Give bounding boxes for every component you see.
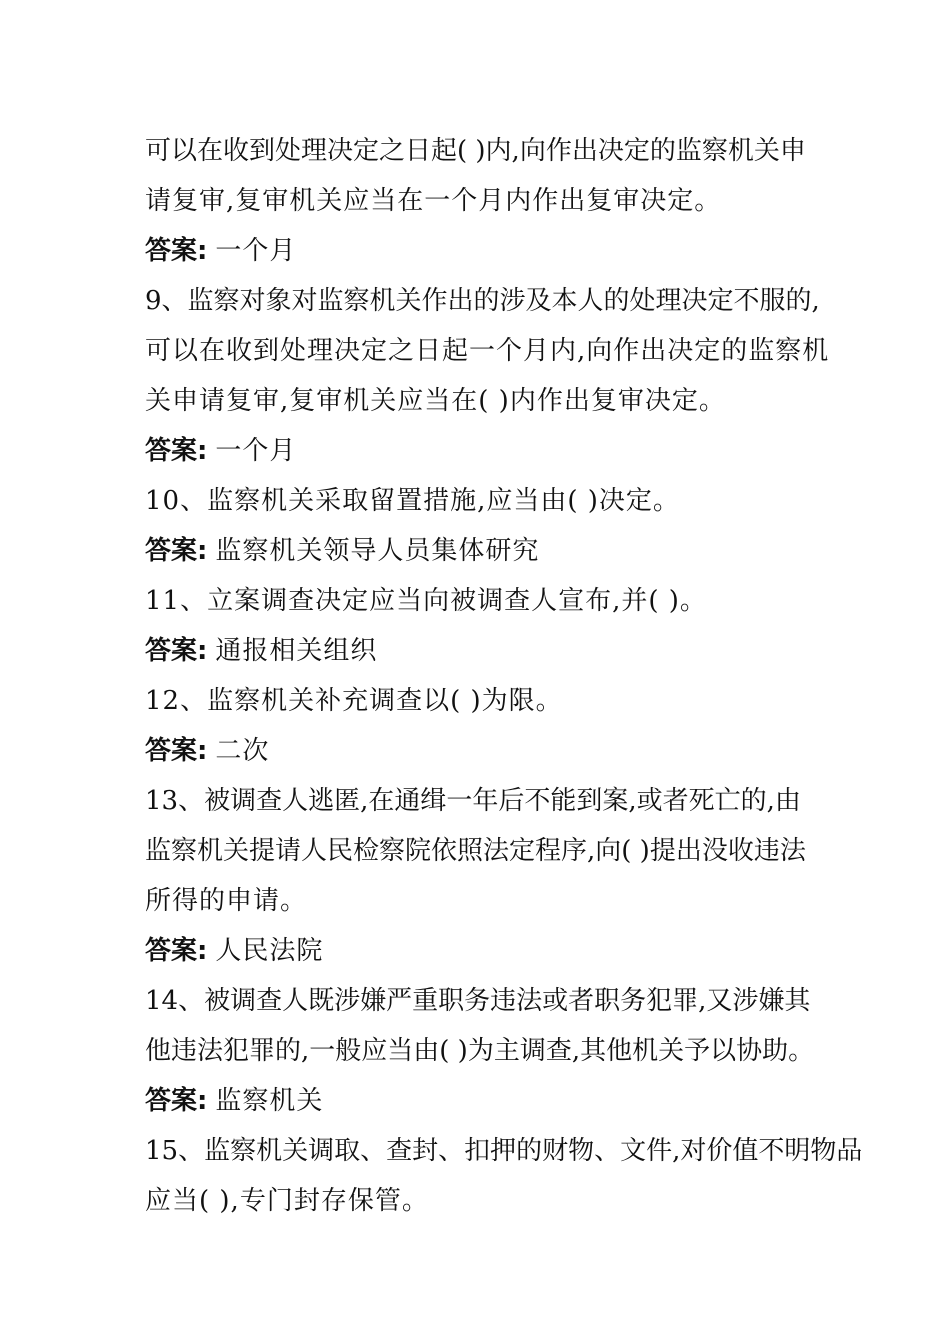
question-line: 9、监察对象对监察机关作出的涉及本人的处理决定不服的, [145, 286, 820, 316]
question-line: 可以在收到处理决定之日起一个月内,向作出决定的监察机 [145, 336, 830, 366]
answer-line [145, 926, 815, 976]
question-line: 所得的申请。 [145, 886, 308, 916]
answer-label: 答案: [145, 436, 208, 466]
answer-text: 二次 [215, 736, 270, 766]
answer-text: 监察机关领导人员集体研究 [215, 536, 540, 566]
question-block [145, 676, 815, 776]
question-line: 监察机关提请人民检察院依照法定程序,向( )提出没收违法 [145, 836, 806, 866]
question-line: 14、被调查人既涉嫌严重职务违法或者职务犯罪,又涉嫌其 [145, 986, 811, 1016]
answer-label: 答案: [145, 236, 208, 266]
document-content [145, 126, 863, 1226]
answer-label: 答案: [145, 1086, 208, 1116]
question-block [145, 1126, 863, 1226]
answer-text: 一个月 [215, 436, 297, 466]
question-line: 请复审,复审机关应当在一个月内作出复审决定。 [145, 186, 722, 216]
answer-text: 通报相关组织 [215, 636, 378, 666]
question-block [145, 776, 815, 976]
question-block [145, 476, 815, 576]
question-block [145, 976, 815, 1126]
question-line: 10、监察机关采取留置措施,应当由( )决定。 [145, 486, 680, 516]
question-line: 11、立案调查决定应当向被调查人宣布,并( )。 [145, 586, 707, 616]
answer-label: 答案: [145, 636, 208, 666]
answer-text: 人民法院 [215, 936, 324, 966]
answer-label: 答案: [145, 536, 208, 566]
answer-line [145, 726, 815, 776]
answer-label: 答案: [145, 936, 208, 966]
question-line: 他违法犯罪的,一般应当由( )为主调查,其他机关予以协助。 [145, 1036, 815, 1066]
question-block [145, 276, 830, 476]
question-line: 15、监察机关调取、查封、扣押的财物、文件,对价值不明物品 [145, 1136, 863, 1166]
answer-text: 监察机关 [215, 1086, 324, 1116]
answer-line [145, 1076, 815, 1126]
question-line: 可以在收到处理决定之日起( )内,向作出决定的监察机关申 [145, 136, 806, 166]
answer-text: 一个月 [215, 236, 297, 266]
question-line: 13、被调查人逃匿,在通缉一年后不能到案,或者死亡的,由 [145, 786, 801, 816]
answer-line [145, 526, 815, 576]
answer-line [145, 626, 815, 676]
question-block [145, 126, 815, 276]
answer-line [145, 226, 815, 276]
question-line: 关申请复审,复审机关应当在( )内作出复审决定。 [145, 386, 726, 416]
answer-line [145, 426, 815, 476]
question-block [145, 576, 815, 676]
question-line: 12、监察机关补充调查以( )为限。 [145, 686, 563, 716]
question-line: 应当( ),专门封存保管。 [145, 1186, 429, 1216]
answer-label: 答案: [145, 736, 208, 766]
